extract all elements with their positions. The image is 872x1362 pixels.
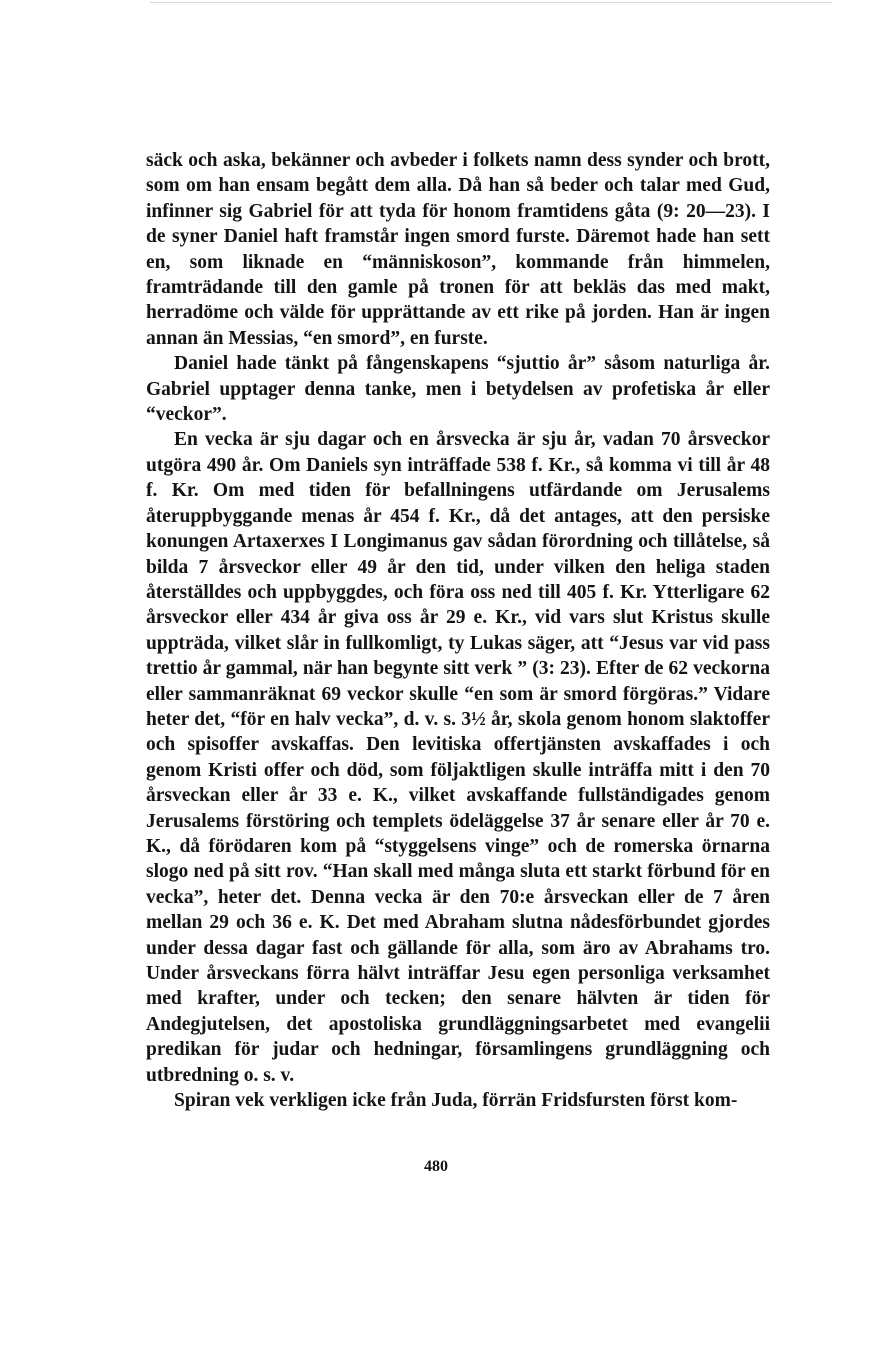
paragraph-3: En vecka är sju dagar och en årsvecka är sju år, vadan 70 årsveckor utgöra 490 år. Om Daniels syn inträffade 538 f. Kr., så komma vi till år 48 f. Kr. Om med tiden för befallningens utfärdande om Jerusalems återuppbyggande menas år 454 f. Kr., då det antages, att den persiske konungen Artaxerxes I Longimanus gav sådan förordning och tillåtelse, så bilda 7 årsveckor eller 49 år den tid, under vilken den heliga staden återställdes och uppbyggdes, och föra oss ned till 405 f. Kr. Ytterligare 62 årsveckor eller 434 år giva oss år 29 e. Kr., vid vars slut Kristus skulle uppträda, vilket slår in fullkomligt, ty Lukas säger, att “Jesus var vid pass trettio år gammal, när han begynte sitt verk ” (3: 23). Efter de 62 veckorna eller sammanräknat 69 veckor skulle “en som är smord förgöras.” Vidare heter det, “för en halv vecka”, d. v. s. 3½ år, skola genom honom slaktoffer och spisoffer avskaffas. Den levitiska offertjänsten avskaffades i och genom Kristi offer och död, som följaktligen skulle inträffa mitt i den 70 årsveckan eller år 33 e. K., vilket avskaffande fullständigades genom Jerusalems förstöring och templets ödeläggelse 37 år senare eller år 70 e. K., då förödaren kom på “styggelsens vinge” och de romerska örnarna slogo ned på sitt rov. “Han skall med många sluta ett starkt förbund för en vecka”, heter det. Denna vecka är den 70:e årsveckan eller de 7 åren mellan 29 och 36 e. K. Det med Abraham slutna nådesförbundet gjordes under dessa dagar fast och gällande för alla, som äro av Abrahams tro. Under årsveckans förra hälvt inträffar Jesu egen personliga verksamhet med krafter, under och tecken; den senare hälvten är tiden för Andegjutelsen, det apostoliska grundläggningsarbetet med evangelii predikan för judar och hedningar, församlingens grundläggning och utbredning o. s. v. (146, 429, 770, 1086)
body-text (146, 148, 770, 1113)
top-edge-rule (150, 2, 832, 3)
paragraph-2: Daniel hade tänkt på fångenskapens “sjuttio år” såsom naturliga år. Gabriel upptager denna tanke, men i betydelsen av profetiska år eller “veckor”. (146, 353, 770, 426)
paragraph-1: säck och aska, bekänner och avbeder i folkets namn dess synder och brott, som om han ensam begått dem alla. Då han så beder och talar med Gud, infinner sig Gabriel för att tyda för honom framtidens gåta (9: 20—23). I de syner Daniel haft framstår ingen smord furste. Däremot hade han sett en, som liknade en “människoson”, kommande från himmelen, framträdande till den gamle på tronen för att bekläs das med makt, herradöme och välde för upprättande av ett rike på jorden. Han är ingen annan än Messias, “en smord”, en furste. (146, 150, 770, 349)
paragraph-4: Spiran vek verkligen icke från Juda, förrän Fridsfursten först kom- (174, 1090, 738, 1112)
page-number: 480 (424, 1158, 448, 1175)
